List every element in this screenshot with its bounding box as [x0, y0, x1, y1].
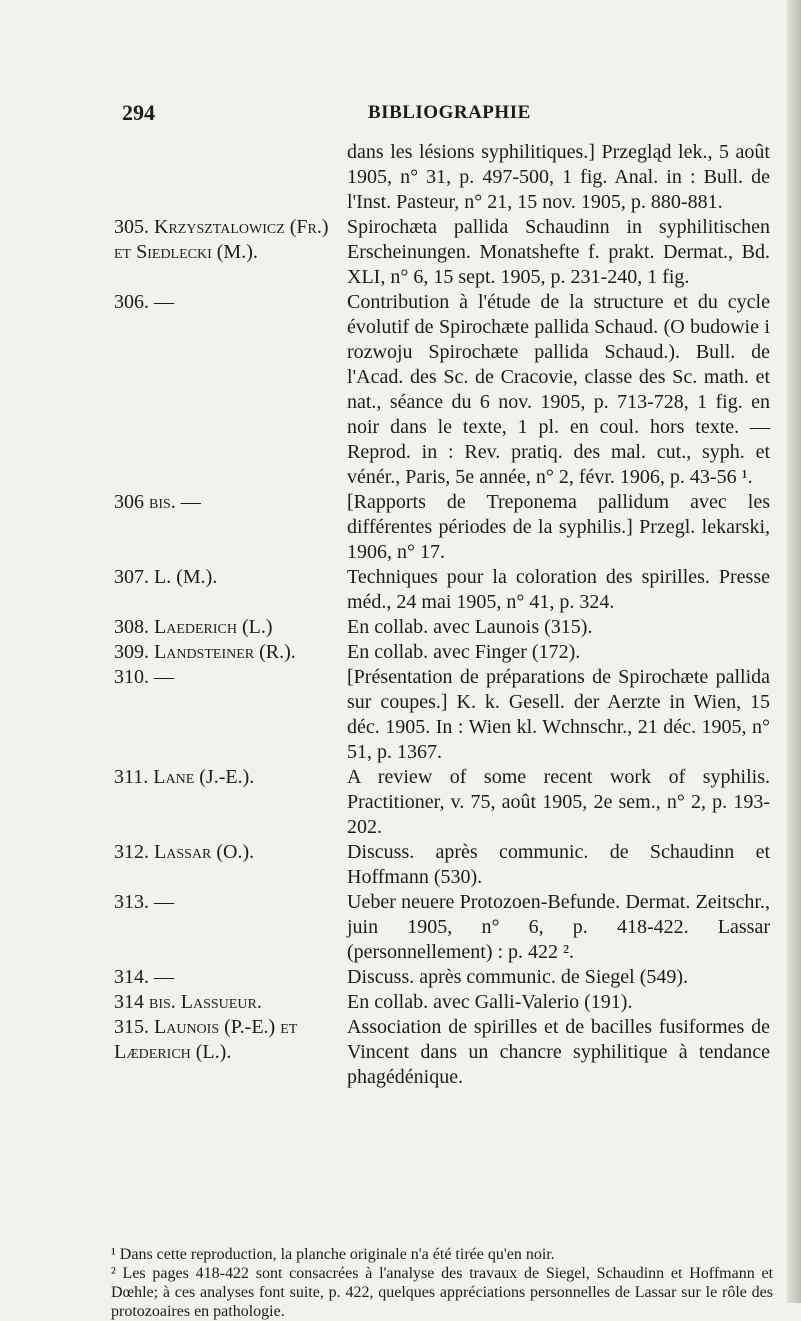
entry-author: 315. Launois (P.-E.) et Læderich (L.).	[114, 1016, 298, 1063]
page-number: 294	[122, 100, 155, 125]
bibliography-entry	[111, 615, 791, 640]
entry-author: 307. L. (M.).	[114, 566, 218, 588]
entry-text: En collab. avec Galli-Valerio (191).	[347, 991, 633, 1013]
entry-text: Ueber neuere Protozoen-Befunde. Dermat. Zeitschr., juin 1905, n° 6, p. 418-422. Lassar (personnellement) : p. 422 ².	[347, 891, 770, 963]
entry-text: Association de spirilles et de bacilles fusiformes de Vincent dans un chancre syphilitique à tendance phagédénique.	[347, 1016, 770, 1088]
bibliography-entry	[111, 1015, 791, 1090]
entry-text: En collab. avec Finger (172).	[347, 641, 581, 663]
entry-author: 309. Landsteiner (R.).	[114, 641, 296, 663]
bibliography-entry	[111, 290, 791, 490]
bibliography-entry	[111, 665, 791, 765]
bibliography-entry	[111, 765, 791, 840]
bibliography-entry	[111, 490, 791, 565]
bibliography-entry	[111, 215, 791, 290]
footnote: ¹ Dans cette reproduction, la planche originale n'a été tirée qu'en noir.	[111, 1246, 555, 1263]
bibliography-list	[111, 140, 791, 1090]
entry-author: 311. Lane (J.-E.).	[114, 766, 255, 788]
entry-author: 313. —	[114, 891, 174, 913]
entry-author: 308. Laederich (L.)	[114, 616, 273, 638]
entry-text: [Rapports de Treponema pallidum avec les différentes périodes de la syphilis.] Przegl. lekarski, 1906, n° 17.	[347, 491, 770, 563]
entry-text: Contribution à l'étude de la structure et du cycle évolutif de Spirochæte pallida Schaud. (O budowie i rozwoju Spirochæte pallida Schaud.). Bull. de l'Acad. des Sc. de Cracovie, classe des Sc. math. et nat., séance du 6 nov. 1905, p. 713-728, 1 fig. en noir dans le texte, 1 pl. en coul. hors texte. — Reprod. in : Rev. pratiq. des mal. cut., syph. et vénér., Paris, 5e année, n° 2, févr. 1906, p. 43-56 ¹.	[347, 291, 770, 488]
entry-text: En collab. avec Launois (315).	[347, 616, 593, 638]
entry-author: 312. Lassar (O.).	[114, 841, 255, 863]
entry-author: 305. Krzysztalowicz (Fr.) et Siedlecki (M.).	[114, 216, 329, 263]
bibliography-entry	[111, 640, 791, 665]
entry-text: dans les lésions syphilitiques.] Przegląd lek., 5 août 1905, n° 31, p. 497-500, 1 fig. Anal. in : Bull. de l'Inst. Pasteur, n° 21, 15 nov. 1905, p. 880-881.	[347, 141, 770, 213]
bibliography-entry	[111, 140, 791, 215]
entry-text: Spirochæta pallida Schaudinn in syphilitischen Erscheinungen. Monatshefte f. prakt. Dermat., Bd. XLI, n° 6, 15 sept. 1905, p. 231-240, 1 fig.	[347, 216, 770, 288]
entry-text: Techniques pour la coloration des spirilles. Presse méd., 24 mai 1905, n° 41, p. 324.	[347, 566, 770, 613]
page-header	[120, 100, 680, 130]
entry-text: Discuss. après communic. de Siegel (549).	[347, 966, 689, 988]
entry-author: 314. —	[114, 966, 174, 988]
bibliography-entry	[111, 990, 791, 1015]
footnote: ² Les pages 418-422 sont consacrées à l'analyse des travaux de Siegel, Schaudinn et Hoffmann et Dœhle; à ces analyses font suite, p. 422, quelques appréciations personnelles de Lassar sur le rôle des protozoaires en pathologie.	[111, 1265, 773, 1320]
running-title: BIBLIOGRAPHIE	[368, 102, 531, 123]
entry-author: 306 bis. —	[114, 491, 201, 513]
bibliography-entry	[111, 840, 791, 890]
bibliography-entry	[111, 890, 791, 965]
footnotes	[111, 1245, 773, 1321]
entry-author: 306. —	[114, 291, 174, 313]
entry-text: A review of some recent work of syphilis. Practitioner, v. 75, août 1905, 2e sem., n° 2, p. 193-202.	[347, 766, 770, 838]
entry-author: 310. —	[114, 666, 174, 688]
entry-text: Discuss. après communic. de Schaudinn et Hoffmann (530).	[347, 841, 770, 888]
bibliography-entry	[111, 965, 791, 990]
bibliography-entry	[111, 565, 791, 615]
entry-author: 314 bis. Lassueur.	[114, 991, 262, 1013]
entry-text: [Présentation de préparations de Spirochæte pallida sur coupes.] K. k. Gesell. der Aerzte in Wien, 15 déc. 1905. In : Wien kl. Wchnschr., 21 déc. 1905, n° 51, p. 1367.	[347, 666, 770, 763]
